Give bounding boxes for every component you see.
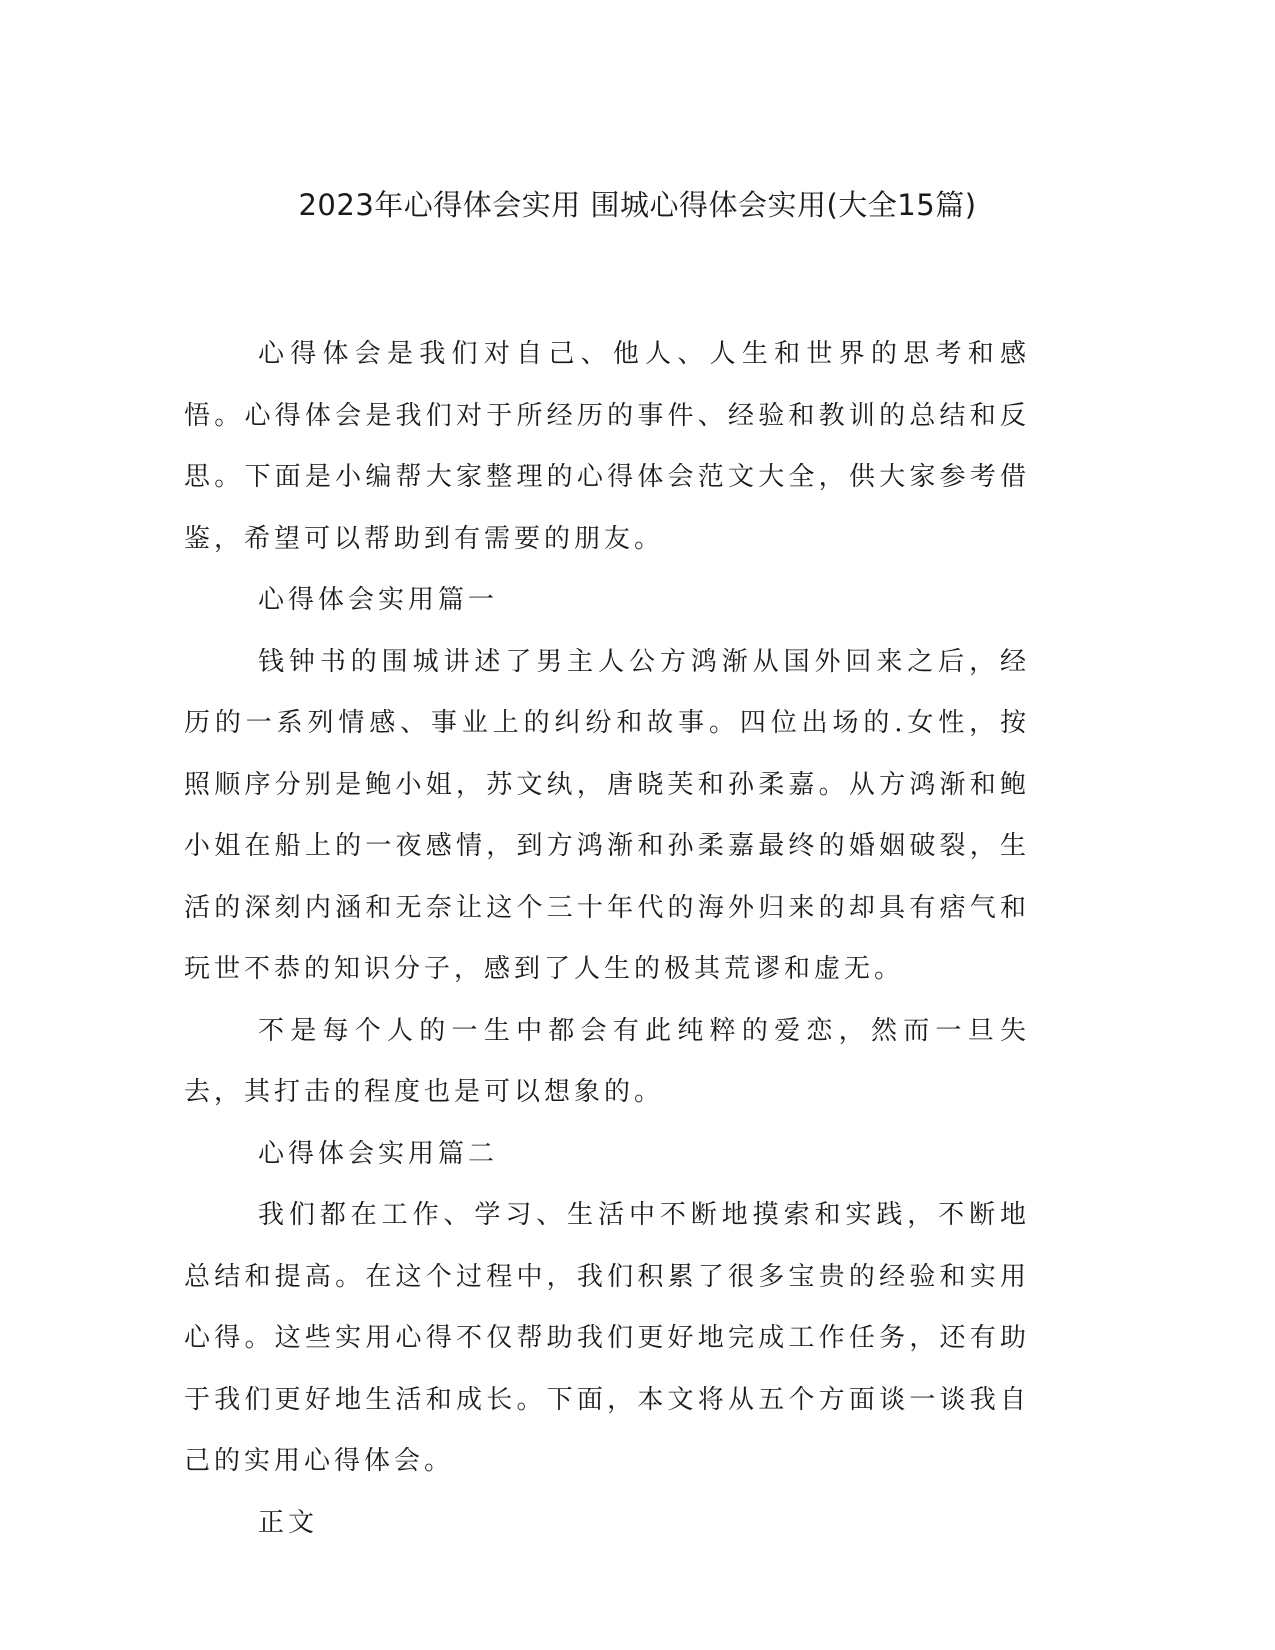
section-heading-two: 心得体会实用篇二 [258,1138,499,1169]
document-title: 2023年心得体会实用 围城心得体会实用(大全15篇) [298,188,977,222]
body-paragraph: 不是每个人的一生中都会有此纯粹的爱恋，然而一旦失去，其打击的程度也是可以想象的。 [184,1015,1030,1107]
body-paragraph: 我们都在工作、学习、生活中不断地摸索和实践，不断地总结和提高。在这个过程中，我们积累了很多宝贵的经验和实用心得。这些实用心得不仅帮助我们更好地完成工作任务，还有助于我们更好地生活和成长。下面，本文将从五个方面谈一谈我自己的实用心得体会。 [184,1200,1030,1476]
document-body [184,324,1030,1554]
section-heading-main-text: 正文 [258,1507,319,1538]
section-heading-one: 心得体会实用篇一 [258,585,499,615]
body-paragraph: 钱钟书的围城讲述了男主人公方鸿渐从国外回来之后，经历的一系列情感、事业上的纠纷和故事。四位出场的.女性，按照顺序分别是鲍小姐，苏文纨，唐晓芙和孙柔嘉。从方鸿渐和鲍小姐在船上的一夜感情，到方鸿渐和孙柔嘉最终的婚姻破裂，生活的深刻内涵和无奈让这个三十年代的海外归来的却具有痞气和玩世不恭的知识分子，感到了人生的极其荒谬和虚无。 [184,646,1030,984]
intro-paragraph: 心得体会是我们对自己、他人、人生和世界的思考和感悟。心得体会是我们对于所经历的事件、经验和教训的总结和反思。下面是小编帮大家整理的心得体会范文大全，供大家参考借鉴，希望可以帮助到有需要的朋友。 [184,339,1030,554]
